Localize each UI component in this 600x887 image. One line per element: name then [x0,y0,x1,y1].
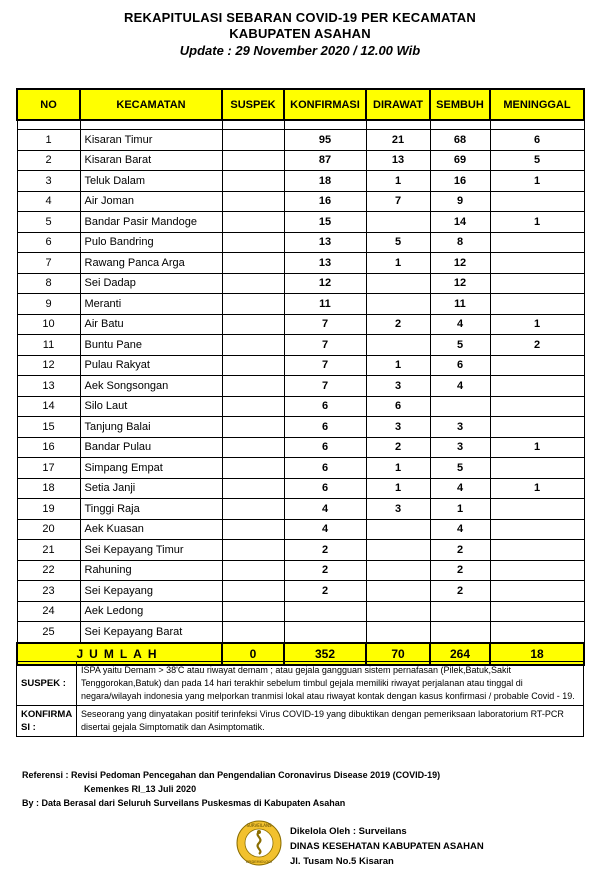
table-row [17,540,584,561]
cell-no: 9 [17,294,80,315]
cell-suspek [222,171,284,192]
cell-meninggal [490,581,584,602]
cell-konfirmasi: 95 [284,130,366,151]
cell-suspek [222,314,284,335]
total-konfirmasi: 352 [284,643,366,665]
cell-dirawat: 2 [366,437,430,458]
cell-meninggal: 1 [490,437,584,458]
cell-suspek [222,273,284,294]
suspek-definition-text: ISPA yaitu Demam > 38'C atau riwayat demam ; atau gejala gangguan sistem pernafasan (Pilek,Batuk,Sakit Tenggorokan,Batuk) dan pada 14 hari terakhir sebelum timbul gejala memiliki riwayat perjalanan atau tinggal di negara/wilayah indonesia yang melporkan tranmisi lokal atau riwayat kontak dengan kasus konfirmasi / probable Covid - 19. [77,662,584,706]
cell-no: 23 [17,581,80,602]
reference-line-2: Kemenkes RI_13 Juli 2020 [84,784,197,794]
table-row [17,601,584,622]
table-row [17,396,584,417]
total-suspek: 0 [222,643,284,665]
cell-no: 3 [17,171,80,192]
cell-dirawat [366,519,430,540]
cell-kecamatan: Simpang Empat [80,458,222,479]
konfirmasi-label-line1: KONFIRMA [21,709,73,720]
cell-suspek [222,294,284,315]
cell-dirawat: 1 [366,171,430,192]
cell-no: 7 [17,253,80,274]
table-row [17,273,584,294]
cell-meninggal [490,499,584,520]
cell-dirawat: 5 [366,232,430,253]
col-header-konfirmasi: KONFIRMASI [284,89,366,120]
cell-kecamatan: Kisaran Timur [80,130,222,151]
cell-no: 10 [17,314,80,335]
cell-sembuh: 14 [430,212,490,233]
cell-kecamatan: Sei Dadap [80,273,222,294]
cell-meninggal: 1 [490,171,584,192]
cell-kecamatan: Silo Laut [80,396,222,417]
cell-suspek [222,478,284,499]
cell-sembuh: 8 [430,232,490,253]
cell-konfirmasi: 87 [284,150,366,171]
table-row [17,499,584,520]
cell-konfirmasi [284,622,366,643]
cell-konfirmasi: 13 [284,232,366,253]
surveilans-epidemiologi-logo-icon [236,820,282,866]
table-row [17,622,584,643]
cell-konfirmasi: 7 [284,335,366,356]
cell-meninggal [490,540,584,561]
cell-sembuh: 11 [430,294,490,315]
definitions-table [16,661,584,737]
col-header-meninggal: MENINGGAL [490,89,584,120]
data-source: By : Data Berasal dari Seluruh Surveilans Puskesmas di Kabupaten Asahan [22,798,346,808]
cell-konfirmasi: 6 [284,478,366,499]
cell-no: 17 [17,458,80,479]
cell-kecamatan: Aek Kuasan [80,519,222,540]
cell-sembuh [430,601,490,622]
cell-konfirmasi: 7 [284,314,366,335]
col-header-sembuh: SEMBUH [430,89,490,120]
table-row [17,376,584,397]
cell-kecamatan: Buntu Pane [80,335,222,356]
cell-no: 20 [17,519,80,540]
cell-suspek [222,253,284,274]
cell-sembuh: 1 [430,499,490,520]
cell-no: 12 [17,355,80,376]
cell-meninggal [490,355,584,376]
definition-konfirmasi [17,706,584,737]
cell-sembuh: 69 [430,150,490,171]
cell-konfirmasi: 2 [284,560,366,581]
cell-meninggal [490,376,584,397]
update-date: Update : 29 November 2020 / 12.00 Wib [179,43,421,58]
cell-meninggal [490,622,584,643]
reference [22,768,440,796]
cell-meninggal [490,601,584,622]
cell-kecamatan: Aek Songsongan [80,376,222,397]
table-row [17,294,584,315]
total-dirawat: 70 [366,643,430,665]
cell-dirawat: 3 [366,499,430,520]
footer-line-1: Dikelola Oleh : Surveilans [290,826,407,837]
cell-dirawat: 3 [366,417,430,438]
col-header-no: NO [17,89,80,120]
cell-kecamatan: Teluk Dalam [80,171,222,192]
cell-suspek [222,458,284,479]
cell-no: 16 [17,437,80,458]
footer-line-2: DINAS KESEHATAN KABUPATEN ASAHAN [290,841,484,852]
table-row [17,150,584,171]
cell-konfirmasi: 15 [284,212,366,233]
cell-dirawat [366,622,430,643]
cell-sembuh: 16 [430,171,490,192]
cell-no: 18 [17,478,80,499]
total-label: JUMLAH [17,643,222,665]
table-row [17,335,584,356]
cell-konfirmasi: 7 [284,376,366,397]
cell-sembuh: 2 [430,581,490,602]
cell-suspek [222,540,284,561]
cell-kecamatan: Sei Kepayang Timur [80,540,222,561]
cell-suspek [222,560,284,581]
cell-kecamatan: Setia Janji [80,478,222,499]
total-meninggal: 18 [490,643,584,665]
cell-suspek [222,232,284,253]
footer-text [290,824,484,869]
table-row [17,417,584,438]
cell-meninggal [490,519,584,540]
cell-meninggal: 1 [490,478,584,499]
cell-dirawat: 1 [366,478,430,499]
table-row [17,212,584,233]
cell-konfirmasi [284,601,366,622]
cell-sembuh: 6 [430,355,490,376]
cell-konfirmasi: 2 [284,581,366,602]
table-row [17,560,584,581]
cell-konfirmasi: 2 [284,540,366,561]
cell-no: 4 [17,191,80,212]
cell-kecamatan: Sei Kepayang [80,581,222,602]
cell-no: 8 [17,273,80,294]
cell-dirawat: 6 [366,396,430,417]
cell-sembuh: 4 [430,314,490,335]
cell-konfirmasi: 7 [284,355,366,376]
cell-dirawat: 13 [366,150,430,171]
logo-text-bottom: EPIDEMIOLOGI [245,860,273,864]
cell-dirawat [366,335,430,356]
cell-suspek [222,130,284,151]
cell-no: 25 [17,622,80,643]
cell-no: 1 [17,130,80,151]
cell-sembuh: 2 [430,540,490,561]
cell-no: 5 [17,212,80,233]
cell-kecamatan: Kisaran Barat [80,150,222,171]
cell-meninggal [490,560,584,581]
cell-dirawat [366,540,430,561]
cell-kecamatan: Pulau Rakyat [80,355,222,376]
cell-suspek [222,150,284,171]
cell-kecamatan: Air Joman [80,191,222,212]
cell-no: 15 [17,417,80,438]
cell-sembuh: 68 [430,130,490,151]
cell-konfirmasi: 16 [284,191,366,212]
cell-konfirmasi: 4 [284,499,366,520]
cell-sembuh: 4 [430,376,490,397]
cell-dirawat: 2 [366,314,430,335]
footer-line-3: Jl. Tusam No.5 Kisaran [290,856,394,867]
table-row [17,130,584,151]
cell-dirawat: 1 [366,253,430,274]
konfirmasi-definition-label [17,706,77,737]
cell-sembuh: 12 [430,253,490,274]
cell-sembuh [430,396,490,417]
cell-sembuh: 9 [430,191,490,212]
cell-no: 6 [17,232,80,253]
cell-konfirmasi: 18 [284,171,366,192]
cell-suspek [222,437,284,458]
cell-dirawat: 1 [366,355,430,376]
footer [236,820,536,870]
cell-dirawat: 21 [366,130,430,151]
table-row [17,478,584,499]
cell-suspek [222,335,284,356]
table-row [17,253,584,274]
document-header [0,10,600,60]
table-row [17,519,584,540]
recap-table [16,88,585,666]
cell-kecamatan: Rawang Panca Arga [80,253,222,274]
cell-dirawat [366,212,430,233]
suspek-definition-label: SUSPEK : [17,662,77,706]
cell-suspek [222,499,284,520]
cell-no: 11 [17,335,80,356]
cell-dirawat: 7 [366,191,430,212]
title: REKAPITULASI SEBARAN COVID-19 PER KECAMATAN [124,10,476,25]
cell-suspek [222,519,284,540]
cell-kecamatan: Bandar Pulau [80,437,222,458]
cell-meninggal: 2 [490,335,584,356]
cell-meninggal [490,396,584,417]
table-row [17,232,584,253]
cell-kecamatan: Sei Kepayang Barat [80,622,222,643]
cell-meninggal [490,232,584,253]
cell-suspek [222,212,284,233]
col-header-dirawat: DIRAWAT [366,89,430,120]
cell-meninggal: 1 [490,212,584,233]
cell-suspek [222,417,284,438]
cell-suspek [222,581,284,602]
cell-meninggal [490,253,584,274]
cell-konfirmasi: 11 [284,294,366,315]
cell-kecamatan: Tanjung Balai [80,417,222,438]
cell-suspek [222,396,284,417]
reference-line-1: Referensi : Revisi Pedoman Pencegahan dan Pengendalian Coronavirus Disease 2019 (COVID-19) [22,770,441,780]
col-header-suspek: SUSPEK [222,89,284,120]
cell-konfirmasi: 12 [284,273,366,294]
cell-sembuh: 4 [430,519,490,540]
cell-sembuh [430,622,490,643]
cell-kecamatan: Rahuning [80,560,222,581]
cell-dirawat [366,601,430,622]
cell-suspek [222,601,284,622]
cell-no: 22 [17,560,80,581]
cell-kecamatan: Air Batu [80,314,222,335]
cell-meninggal: 5 [490,150,584,171]
cell-sembuh: 3 [430,417,490,438]
cell-no: 19 [17,499,80,520]
cell-sembuh: 5 [430,335,490,356]
konfirmasi-label-line2: SI : [21,722,36,733]
cell-meninggal: 6 [490,130,584,151]
cell-konfirmasi: 6 [284,437,366,458]
cell-konfirmasi: 4 [284,519,366,540]
table-spacer [17,120,584,130]
table-row [17,355,584,376]
cell-meninggal [490,273,584,294]
cell-sembuh: 2 [430,560,490,581]
cell-suspek [222,355,284,376]
cell-kecamatan: Bandar Pasir Mandoge [80,212,222,233]
cell-konfirmasi: 6 [284,458,366,479]
table-row [17,458,584,479]
cell-dirawat: 3 [366,376,430,397]
cell-no: 13 [17,376,80,397]
cell-dirawat [366,294,430,315]
table-row [17,191,584,212]
logo-text-top: SURVEILANS [246,823,272,828]
cell-kecamatan: Meranti [80,294,222,315]
cell-dirawat [366,581,430,602]
cell-meninggal: 1 [490,314,584,335]
table-header-row [17,89,584,120]
cell-kecamatan: Pulo Bandring [80,232,222,253]
table-row [17,437,584,458]
cell-konfirmasi: 13 [284,253,366,274]
cell-kecamatan: Tinggi Raja [80,499,222,520]
cell-no: 2 [17,150,80,171]
cell-suspek [222,376,284,397]
cell-suspek [222,191,284,212]
total-sembuh: 264 [430,643,490,665]
konfirmasi-definition-text: Seseorang yang dinyatakan positif terinfeksi Virus COVID-19 yang dibuktikan dengan pemeriksaan laboratorium RT-PCR disertai gejala Simptomatik dan Asimptomatik. [77,706,584,737]
cell-konfirmasi: 6 [284,396,366,417]
table-row [17,314,584,335]
table-row [17,171,584,192]
cell-sembuh: 4 [430,478,490,499]
cell-meninggal [490,417,584,438]
cell-meninggal [490,458,584,479]
col-header-kecamatan: KECAMATAN [80,89,222,120]
cell-dirawat: 1 [366,458,430,479]
cell-kecamatan: Aek Ledong [80,601,222,622]
cell-dirawat [366,560,430,581]
cell-meninggal [490,294,584,315]
cell-sembuh: 3 [430,437,490,458]
subtitle: KABUPATEN ASAHAN [229,26,371,41]
cell-sembuh: 5 [430,458,490,479]
cell-no: 24 [17,601,80,622]
cell-dirawat [366,273,430,294]
cell-konfirmasi: 6 [284,417,366,438]
cell-suspek [222,622,284,643]
cell-sembuh: 12 [430,273,490,294]
table-row [17,581,584,602]
definition-suspek [17,662,584,706]
cell-no: 14 [17,396,80,417]
cell-meninggal [490,191,584,212]
cell-no: 21 [17,540,80,561]
